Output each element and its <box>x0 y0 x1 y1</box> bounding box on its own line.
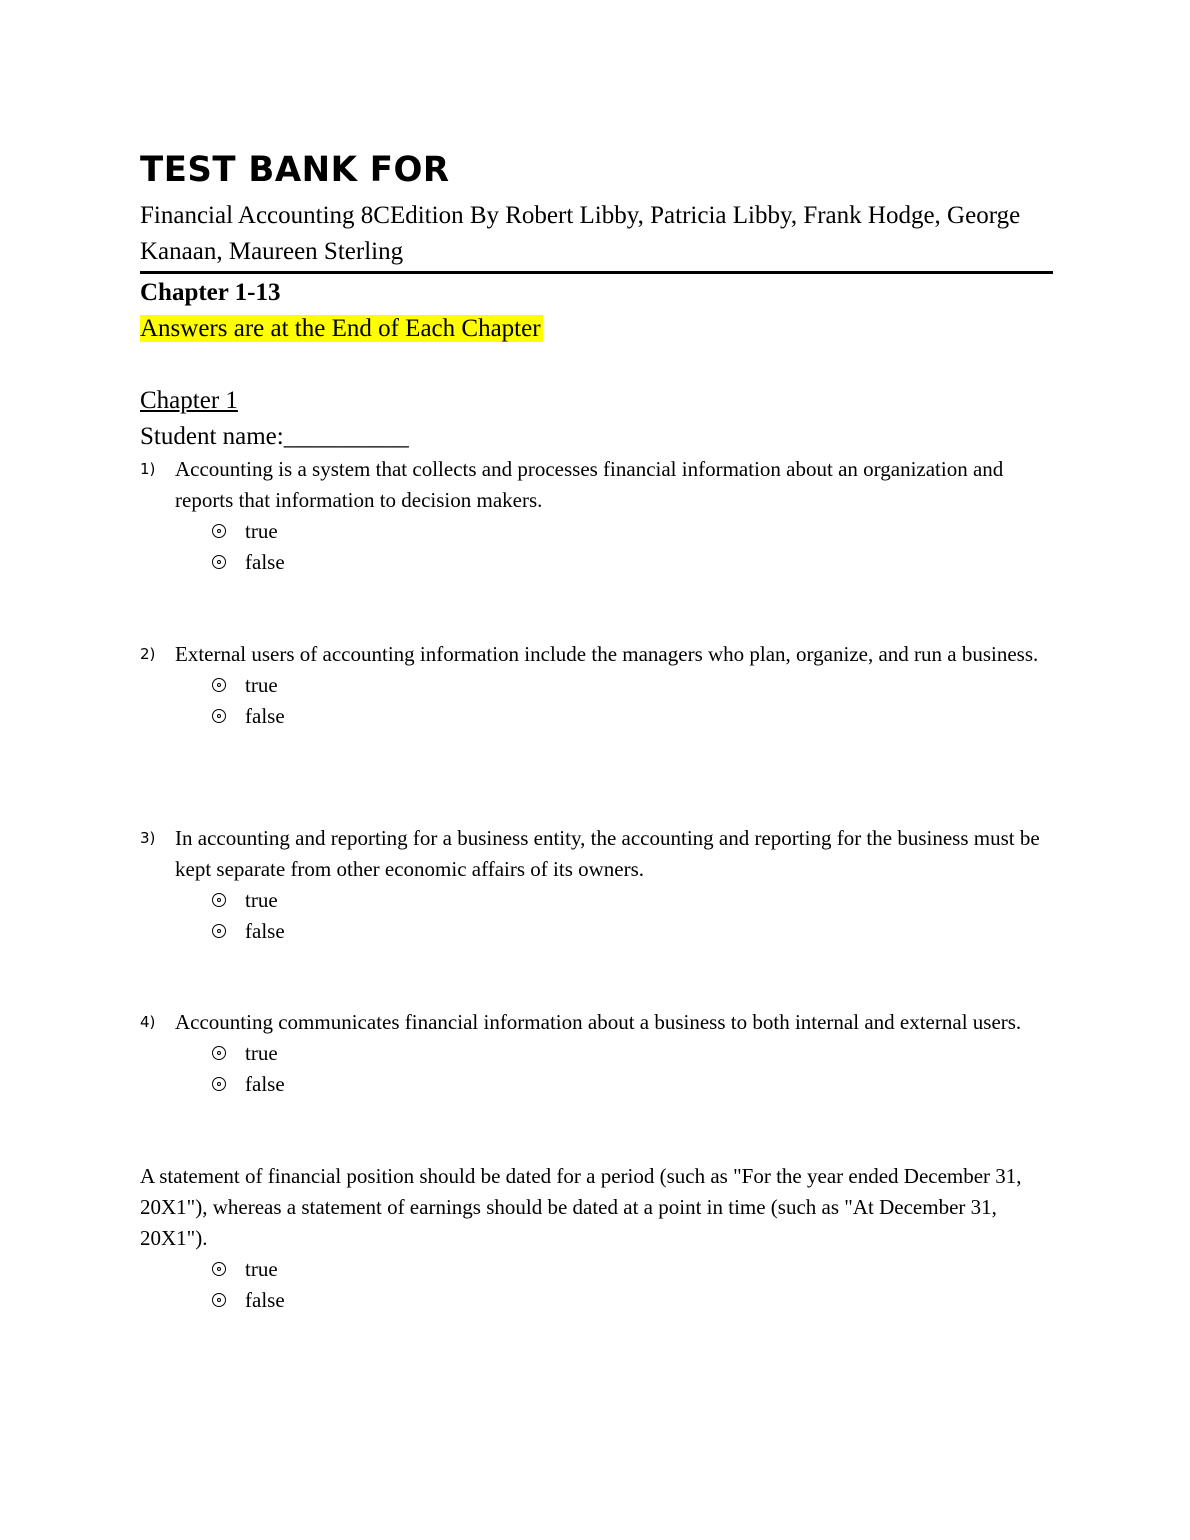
option-label: true <box>245 1257 278 1281</box>
radio-button-icon[interactable] <box>212 1293 226 1307</box>
answers-note <box>140 313 543 345</box>
option-true[interactable] <box>212 885 1050 916</box>
answer-options <box>140 1254 1050 1316</box>
question-4 <box>140 1007 1050 1100</box>
question-5 <box>140 1161 1050 1316</box>
radio-button-icon[interactable] <box>212 893 226 907</box>
question-number: 2) <box>140 645 156 663</box>
question-number: 3) <box>140 829 156 847</box>
document-title: TEST BANK FOR <box>140 149 450 191</box>
option-label: false <box>245 550 285 574</box>
answer-options <box>140 1038 1050 1100</box>
option-label: true <box>245 1041 278 1065</box>
radio-button-icon[interactable] <box>212 924 226 938</box>
option-true[interactable] <box>212 1038 1050 1069</box>
option-label: true <box>245 673 278 697</box>
answer-options <box>140 516 1050 578</box>
radio-button-icon[interactable] <box>212 1262 226 1276</box>
option-label: false <box>245 1072 285 1096</box>
option-label: true <box>245 888 278 912</box>
question-text: Accounting communicates financial information about a business to both internal and external users. <box>175 1010 1022 1034</box>
radio-button-icon[interactable] <box>212 524 226 538</box>
student-name-field: Student name:__________ <box>140 423 409 450</box>
option-false[interactable] <box>212 701 1050 732</box>
question-2 <box>140 639 1050 732</box>
question-1 <box>140 454 1050 578</box>
question-text: Accounting is a system that collects and processes financial information about an organization and reports that information to decision makers. <box>175 457 1004 512</box>
option-true[interactable] <box>212 1254 1050 1285</box>
header-divider <box>140 271 1053 274</box>
option-true[interactable] <box>212 516 1050 547</box>
question-number: 4) <box>140 1013 156 1031</box>
question-text: External users of accounting information include the managers who plan, organize, and run a business. <box>175 642 1039 666</box>
document-subtitle: Financial Accounting 8CEdition By Robert Libby, Patricia Libby, Frank Hodge, George Kanaan, Maureen Sterling <box>140 202 1021 265</box>
answers-note-highlight: Answers are at the End of Each Chapter <box>140 315 541 342</box>
radio-button-icon[interactable] <box>212 555 226 569</box>
option-label: false <box>245 704 285 728</box>
option-false[interactable] <box>212 547 1050 578</box>
option-false[interactable] <box>212 916 1050 947</box>
option-false[interactable] <box>212 1069 1050 1100</box>
radio-button-icon[interactable] <box>212 709 226 723</box>
radio-button-icon[interactable] <box>212 678 226 692</box>
radio-button-icon[interactable] <box>212 1077 226 1091</box>
question-text: In accounting and reporting for a business entity, the accounting and reporting for the business must be kept separate from other economic affairs of its owners. <box>175 826 1040 881</box>
option-true[interactable] <box>212 670 1050 701</box>
chapter-heading: Chapter 1 <box>140 387 238 414</box>
option-label: false <box>245 919 285 943</box>
option-false[interactable] <box>212 1285 1050 1316</box>
answer-options <box>140 670 1050 732</box>
question-3 <box>140 823 1050 947</box>
question-text: A statement of financial position should be dated for a period (such as "For the year ended December 31, 20X1"), whereas a statement of earnings should be dated at a point in time (such as "At December 31, 20X1"). <box>140 1164 1022 1250</box>
question-number: 1) <box>140 460 156 478</box>
radio-button-icon[interactable] <box>212 1046 226 1060</box>
answer-options <box>140 885 1050 947</box>
option-label: true <box>245 519 278 543</box>
chapter-range: Chapter 1-13 <box>140 279 281 306</box>
option-label: false <box>245 1288 285 1312</box>
